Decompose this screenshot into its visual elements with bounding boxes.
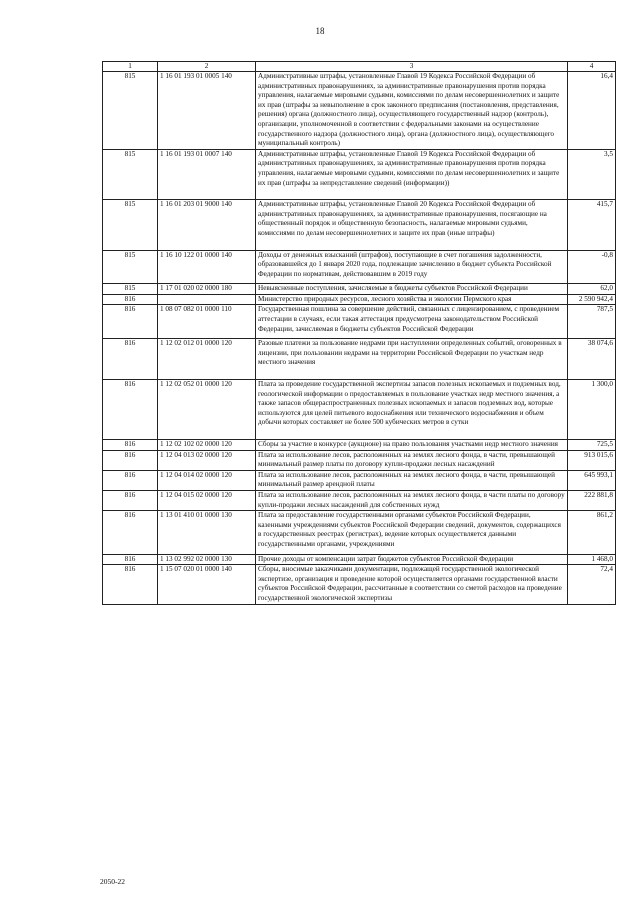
table-row bbox=[103, 490, 616, 510]
amount-cell: 222 881,8 bbox=[568, 490, 616, 510]
admin-code-cell: 816 bbox=[103, 511, 158, 554]
revenue-table bbox=[102, 61, 616, 605]
revenue-name-cell: Плата за использование лесов, расположенных на землях лесного фонда, в части платы по договору купли-продажи лесных насаждений для собственных нужд bbox=[256, 490, 568, 510]
table-row bbox=[103, 149, 616, 199]
table-row bbox=[103, 305, 616, 339]
table-row bbox=[103, 380, 616, 440]
budget-code-cell: 1 08 07 082 01 0000 110 bbox=[158, 305, 256, 339]
budget-code-cell bbox=[158, 294, 256, 305]
admin-code-cell: 816 bbox=[103, 380, 158, 440]
admin-code-cell: 815 bbox=[103, 200, 158, 250]
admin-code-cell: 816 bbox=[103, 565, 158, 604]
amount-cell: 1 468,0 bbox=[568, 554, 616, 565]
column-header-1: 1 bbox=[103, 62, 158, 72]
budget-code-cell: 1 13 02 992 02 0000 130 bbox=[158, 554, 256, 565]
budget-code-cell: 1 12 04 013 02 0000 120 bbox=[158, 450, 256, 470]
amount-cell: 861,2 bbox=[568, 511, 616, 554]
amount-cell: 72,4 bbox=[568, 565, 616, 604]
document-code: 2050-22 bbox=[100, 877, 125, 886]
revenue-name-cell: Сборы, вносимые заказчиками документации, подлежащей государственной экологической экспертизе, организация и проведение которой осуществляется органами государственной власти субъектов Российской Федерации, рассчитанные в соответствии со сметой расходов на проведение государственной экологической экспертизы bbox=[256, 565, 568, 604]
admin-code-cell: 815 bbox=[103, 250, 158, 284]
table-row bbox=[103, 200, 616, 250]
budget-code-cell: 1 12 02 052 01 0000 120 bbox=[158, 380, 256, 440]
table-row bbox=[103, 339, 616, 380]
admin-code-cell: 815 bbox=[103, 149, 158, 199]
column-header-3: 3 bbox=[256, 62, 568, 72]
amount-cell: 725,5 bbox=[568, 440, 616, 451]
table-row bbox=[103, 511, 616, 554]
amount-cell: 645 993,1 bbox=[568, 470, 616, 490]
revenue-name-cell: Плата за использование лесов, расположенных на землях лесного фонда, в части, превышающей минимальный размер платы по договору купли-продажи лесных насаждений bbox=[256, 450, 568, 470]
revenue-name-cell: Невыясненные поступления, зачисляемые в бюджеты субъектов Российской Федерации bbox=[256, 284, 568, 295]
amount-cell: 16,4 bbox=[568, 72, 616, 150]
amount-cell: 3,5 bbox=[568, 149, 616, 199]
budget-code-cell: 1 16 10 122 01 0000 140 bbox=[158, 250, 256, 284]
amount-cell: 2 590 942,4 bbox=[568, 294, 616, 305]
revenue-name-cell: Плата за предоставление государственными органами субъектов Российской Федерации, казенными учреждениями субъектов Российской Федерации сведений, документов, содержащихся в государственных реестрах (регистрах), ведение которых осуществляется данными государственными органами, учреждениями bbox=[256, 511, 568, 554]
budget-code-cell: 1 12 02 012 01 0000 120 bbox=[158, 339, 256, 380]
admin-code-cell: 816 bbox=[103, 294, 158, 305]
amount-cell: 787,5 bbox=[568, 305, 616, 339]
table-row bbox=[103, 440, 616, 451]
budget-code-cell: 1 16 01 203 01 9000 140 bbox=[158, 200, 256, 250]
amount-cell: 38 074,6 bbox=[568, 339, 616, 380]
budget-code-cell: 1 15 07 020 01 0000 140 bbox=[158, 565, 256, 604]
amount-cell: -0,8 bbox=[568, 250, 616, 284]
column-header-4: 4 bbox=[568, 62, 616, 72]
table-row bbox=[103, 470, 616, 490]
budget-code-cell: 1 12 04 015 02 0000 120 bbox=[158, 490, 256, 510]
revenue-name-cell: Административные штрафы, установленные Главой 19 Кодекса Российской Федерации об административных правонарушениях, за административные правонарушения против порядка управления, налагаемые мировыми судьями, комиссиями по делам несовершеннолетних и защите их прав (штрафы за невыполнение в срок законного предписания (постановления, представления, решения) органа (должностного лица), осуществляющего государственный надзор (контроль), организации, уполномоченной в соответствии с федеральными законами на осуществление государственного надзора (должностного лица), органа (должностного лица), осуществляющего муниципальный контроль) bbox=[256, 72, 568, 150]
amount-cell: 1 300,0 bbox=[568, 380, 616, 440]
revenue-name-cell: Министерство природных ресурсов, лесного хозяйства и экологии Пермского края bbox=[256, 294, 568, 305]
table-row bbox=[103, 72, 616, 150]
revenue-name-cell: Разовые платежи за пользование недрами при наступлении определенных событий, оговоренных в лицензии, при пользовании недрами на территории Российской Федерации по участкам недр местного значения bbox=[256, 339, 568, 380]
admin-code-cell: 816 bbox=[103, 470, 158, 490]
table-row bbox=[103, 450, 616, 470]
revenue-name-cell: Государственная пошлина за совершение действий, связанных с лицензированием, с проведением аттестации в случаях, если такая аттестация предусмотрена законодательством Российской Федерации, зачисляемая в бюджеты субъектов Российской Федерации bbox=[256, 305, 568, 339]
admin-code-cell: 815 bbox=[103, 284, 158, 295]
table-row bbox=[103, 284, 616, 295]
revenue-name-cell: Плата за проведение государственной экспертизы запасов полезных ископаемых и подземных вод, геологической информации о предоставляемых в пользование участках недр местного значения, а также запасов общераспространенных полезных ископаемых и запасов подземных вод, которые используются для целей питьевого водоснабжения или технического водоснабжения и объем добычи которых составляет не более 500 кубических метров в сутки bbox=[256, 380, 568, 440]
budget-code-cell: 1 12 04 014 02 0000 120 bbox=[158, 470, 256, 490]
amount-cell: 62,0 bbox=[568, 284, 616, 295]
revenue-name-cell: Плата за использование лесов, расположенных на землях лесного фонда, в части, превышающей минимальный размер арендной платы bbox=[256, 470, 568, 490]
page-number: 18 bbox=[315, 26, 325, 36]
table-row bbox=[103, 565, 616, 604]
revenue-name-cell: Административные штрафы, установленные Главой 19 Кодекса Российской Федерации об административных правонарушениях, за административные правонарушения против порядка управления, налагаемые мировыми судьями, комиссиями по делам несовершеннолетних и защите их прав (штрафы за непредставление сведений (информации)) bbox=[256, 149, 568, 199]
admin-code-cell: 816 bbox=[103, 305, 158, 339]
budget-code-cell: 1 16 01 193 01 0007 140 bbox=[158, 149, 256, 199]
admin-code-cell: 816 bbox=[103, 440, 158, 451]
table-row bbox=[103, 554, 616, 565]
table-header-row bbox=[103, 62, 616, 72]
admin-code-cell: 816 bbox=[103, 490, 158, 510]
admin-code-cell: 816 bbox=[103, 339, 158, 380]
budget-code-cell: 1 13 01 410 01 0000 130 bbox=[158, 511, 256, 554]
revenue-name-cell: Сборы за участие в конкурсе (аукционе) на право пользования участками недр местного значения bbox=[256, 440, 568, 451]
amount-cell: 913 015,6 bbox=[568, 450, 616, 470]
amount-cell: 415,7 bbox=[568, 200, 616, 250]
column-header-2: 2 bbox=[158, 62, 256, 72]
budget-code-cell: 1 16 01 193 01 0005 140 bbox=[158, 72, 256, 150]
budget-code-cell: 1 12 02 102 02 0000 120 bbox=[158, 440, 256, 451]
revenue-name-cell: Доходы от денежных взысканий (штрафов), поступающие в счет погашения задолженности, образовавшейся до 1 января 2020 года, подлежащие зачислению в бюджет субъекта Российской Федерации по нормативам, действовавшим в 2019 году bbox=[256, 250, 568, 284]
revenue-name-cell: Административные штрафы, установленные Главой 20 Кодекса Российской Федерации об административных правонарушениях, за административные правонарушения, посягающие на общественный порядок и общественную безопасность, налагаемые мировыми судьями, комиссиями по делам несовершеннолетних и защите их прав (иные штрафы) bbox=[256, 200, 568, 250]
admin-code-cell: 815 bbox=[103, 72, 158, 150]
budget-code-cell: 1 17 01 020 02 0000 180 bbox=[158, 284, 256, 295]
table-row bbox=[103, 250, 616, 284]
table-row bbox=[103, 294, 616, 305]
admin-code-cell: 816 bbox=[103, 450, 158, 470]
admin-code-cell: 816 bbox=[103, 554, 158, 565]
revenue-name-cell: Прочие доходы от компенсации затрат бюджетов субъектов Российской Федерации bbox=[256, 554, 568, 565]
